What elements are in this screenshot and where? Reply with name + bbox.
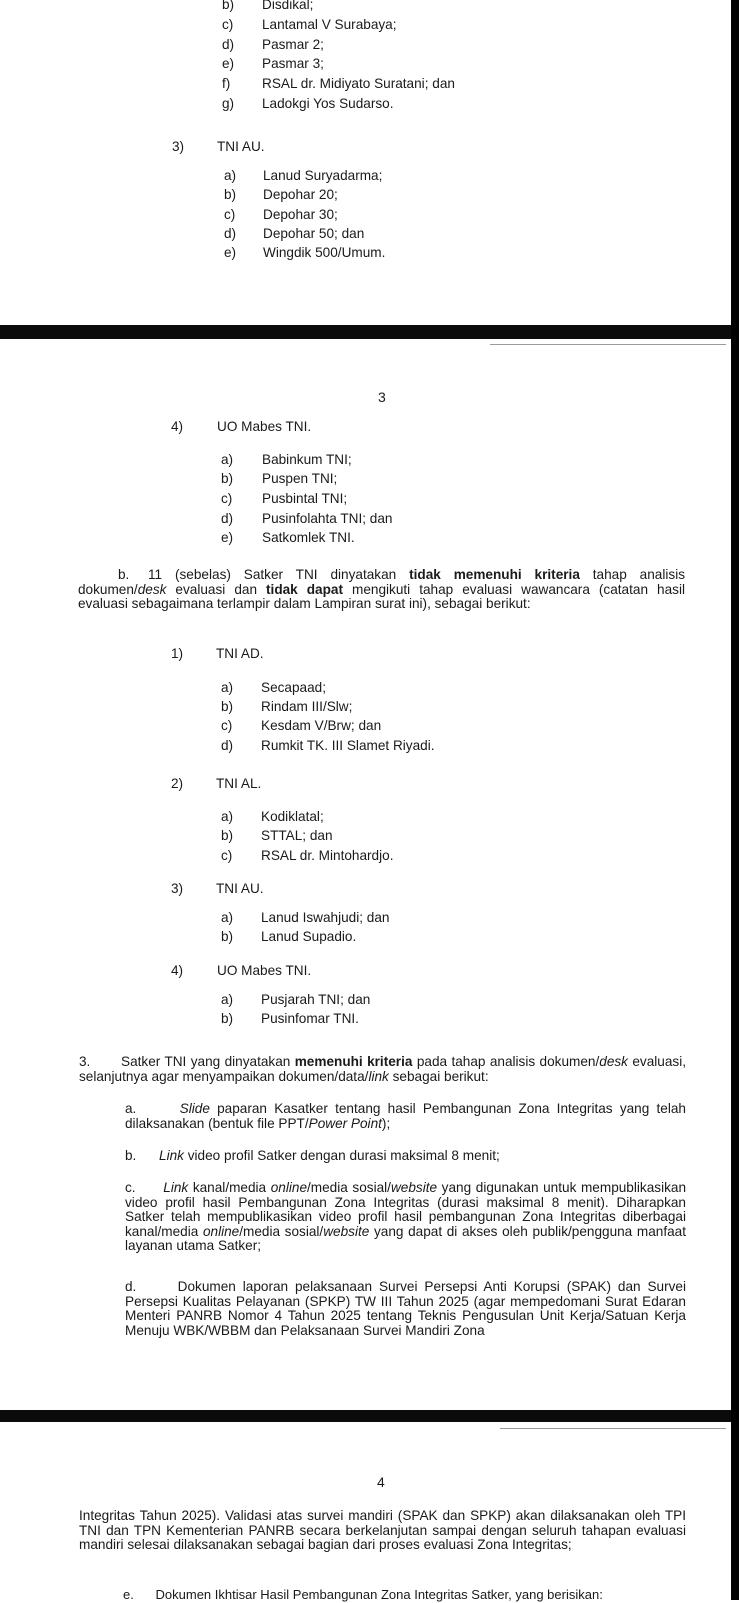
list-marker: c) [221, 718, 233, 733]
sub-item-a: a. Slide paparan Kasatker tentang hasil Pembangunan Zona Integritas yang telah dilaksanakan (bentuk file PPT/Power Point); [125, 1101, 686, 1131]
list-item: Rindam III/Slw; [261, 699, 353, 714]
group-marker: 4) [171, 419, 184, 434]
list-item: Ladokgi Yos Sudarso. [262, 96, 394, 111]
list-marker: a) [221, 910, 234, 925]
list-item: Lanud Iswahjudi; dan [261, 910, 390, 925]
list-item: Depohar 50; dan [263, 226, 365, 241]
list-marker: c) [221, 848, 233, 863]
list-item: Babinkum TNI; [262, 452, 352, 467]
list-item: Disdikal; [262, 0, 314, 12]
list-marker: b) [221, 929, 234, 944]
list-marker: b) [221, 1011, 234, 1026]
list-marker: c) [221, 491, 233, 506]
list-item: RSAL dr. Mintohardjo. [261, 848, 394, 863]
group-title: TNI AU. [217, 139, 265, 154]
list-item: Lantamal V Surabaya; [262, 17, 397, 32]
group-marker: 2) [171, 776, 184, 791]
para-marker: 3. [79, 1054, 91, 1069]
list-item: Wingdik 500/Umum. [263, 245, 386, 260]
list-item: Depohar 30; [263, 207, 338, 222]
group-title: TNI AU. [216, 881, 264, 896]
list-marker: b) [221, 828, 234, 843]
list-item: Lanud Suryadarma; [263, 168, 383, 183]
cut-off-line: e. Dokumen Ikhtisar Hasil Pembangunan Zona Integritas Satker, yang berisikan: [123, 1587, 603, 1602]
list-marker: b) [222, 0, 235, 12]
list-marker: b) [221, 471, 234, 486]
group-marker: 4) [171, 963, 184, 978]
list-item: Pusinfomar TNI. [261, 1011, 359, 1026]
group-title: TNI AD. [216, 646, 264, 661]
para-marker: a. [125, 1101, 137, 1116]
list-marker: a) [221, 992, 234, 1007]
list-marker: e) [224, 245, 237, 260]
sub-item-c: c. Link kanal/media online/media sosial/website yang digunakan untuk mempublikasikan video profil hasil Pembangunan Zona Integritas (durasi maksimal 8 menit). Diharapkan Satker telah mempublikasikan video profil hasil pembangunan Zona Integritas diberbagai kanal/media online/media sosial/website yang dapat di akses oleh publik/pengguna manfaat layanan utama Satker; [125, 1180, 687, 1254]
page-separator [0, 325, 731, 339]
list-marker: d) [222, 37, 235, 52]
list-item: Depohar 20; [263, 187, 338, 202]
list-item: Lanud Supadio. [261, 929, 357, 944]
list-marker: a) [224, 168, 237, 183]
list-item: Secapaad; [261, 680, 327, 695]
scan-edge-line [490, 344, 726, 345]
list-item: Rumkit TK. III Slamet Riyadi. [261, 738, 435, 753]
paragraph-3: 3. Satker TNI yang dinyatakan memenuhi kriteria pada tahap analisis dokumen/desk evaluasi, selanjutnya agar menyampaikan dokumen/data/link sebagai berikut: [79, 1054, 687, 1084]
para-marker: b. [118, 567, 130, 582]
group-title: TNI AL. [216, 776, 262, 791]
para-marker: c. [125, 1180, 136, 1195]
list-item: Pasmar 2; [262, 37, 324, 52]
document-page-2-tail [0, 0, 731, 325]
scan-edge-line [500, 1428, 726, 1429]
list-item: Pusbintal TNI; [262, 491, 348, 506]
list-item: RSAL dr. Midiyato Suratani; dan [262, 76, 455, 91]
page-number: 4 [377, 1474, 385, 1490]
list-item: Kodiklatal; [261, 809, 324, 824]
list-marker: e) [222, 56, 235, 71]
document-page-3 [0, 339, 731, 1410]
document-page-4-head [0, 1422, 731, 1600]
list-marker: d) [221, 511, 234, 526]
list-marker: c) [224, 207, 236, 222]
paragraph-b-text: 11 (sebelas) Satker TNI dinyatakan tidak memenuhi kriteria tahap analisis dokumen/desk evaluasi dan tidak dapat mengikuti tahap evaluasi wawancara (catatan hasil evaluasi sebagaimana terlampir dalam Lampiran surat ini), sebagai berikut: [78, 567, 686, 612]
list-item: Pusjarah TNI; dan [261, 992, 371, 1007]
page-separator [0, 1410, 731, 1422]
scan-border [731, 0, 739, 1600]
list-marker: b) [221, 699, 234, 714]
group-marker: 3) [172, 139, 185, 154]
list-marker: e) [221, 530, 234, 545]
list-marker: d) [221, 738, 234, 753]
para-marker: b. [125, 1148, 137, 1163]
page-number: 3 [378, 389, 386, 405]
list-item: Puspen TNI; [262, 471, 338, 486]
list-marker: a) [221, 680, 234, 695]
list-marker: g) [222, 96, 235, 111]
sub-item-d: d. Dokumen laporan pelaksanaan Survei Persepsi Anti Korupsi (SPAK) dan Survei Persepsi Kualitas Pelayanan (SPKP) TW III Tahun 2025 (agar mempedomani Surat Edaran Menteri PANRB Nomor 4 Tahun 2025 tentang Teknis Pengusulan Unit Kerja/Satuan Kerja Menuju WBK/WBBM dan Pelaksanaan Survei Mandiri Zona [125, 1279, 686, 1338]
list-item: Pasmar 3; [262, 56, 324, 71]
list-marker: f) [222, 76, 231, 91]
list-marker: a) [221, 452, 234, 467]
para-marker: d. [125, 1279, 137, 1294]
list-marker: c) [222, 17, 234, 32]
continuation-paragraph: Integritas Tahun 2025). Validasi atas survei mandiri (SPAK dan SPKP) akan dilaksanakan oleh TPI TNI dan TPN Kementerian PANRB secara berkelanjutan sampai dengan seluruh tahapan evaluasi mandiri selesai dilaksanakan sebagai bagian dari proses evaluasi Zona Integritas; [79, 1508, 686, 1553]
group-marker: 1) [171, 646, 184, 661]
list-item: Pusinfolahta TNI; dan [262, 511, 393, 526]
list-item: STTAL; dan [261, 828, 333, 843]
sub-item-b: b. Link video profil Satker dengan durasi maksimal 8 menit; [125, 1148, 500, 1163]
list-item: Kesdam V/Brw; dan [261, 718, 382, 733]
list-marker: d) [224, 226, 237, 241]
list-item: Satkomlek TNI. [262, 530, 355, 545]
list-marker: b) [224, 187, 237, 202]
list-marker: a) [221, 809, 234, 824]
group-title: UO Mabes TNI. [217, 963, 312, 978]
group-title: UO Mabes TNI. [217, 419, 312, 434]
group-marker: 3) [171, 881, 184, 896]
